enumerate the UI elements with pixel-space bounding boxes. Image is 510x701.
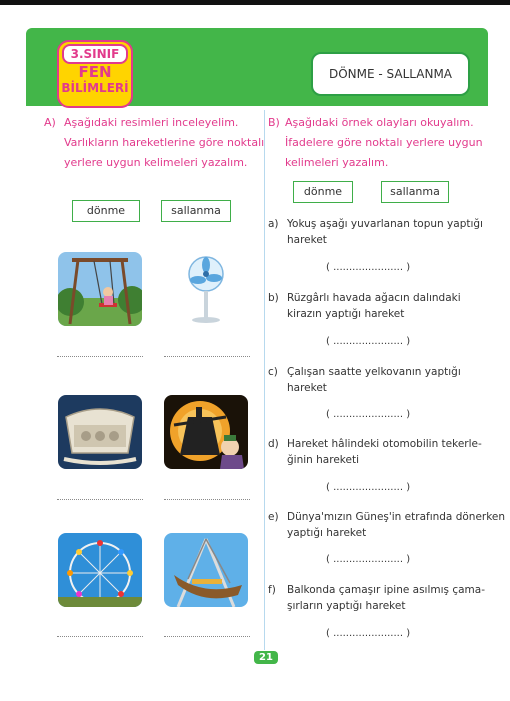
answer-line-4[interactable] (164, 499, 250, 501)
answer-line-6[interactable] (164, 636, 250, 638)
fan-icon (164, 252, 248, 326)
question-a-line-2: hareket (287, 234, 327, 246)
answer-blank-c[interactable]: ( ...................... ) (326, 409, 411, 420)
question-a-line-1: Yokuş aşağı yuvarlanan topun yaptığı (287, 218, 483, 230)
answer-blank-d[interactable]: ( ...................... ) (326, 482, 411, 493)
question-c-line-1: Çalışan saatte yelkovanın yaptığı (287, 366, 461, 378)
word-box-donme: dönme (72, 200, 140, 222)
word-box-donme-b: dönme (293, 181, 353, 203)
badge-grade: 3.SINIF (62, 44, 128, 64)
answer-blank-e[interactable]: ( ...................... ) (326, 554, 411, 565)
part-b-line-1: Aşağıdaki örnek olayları okuyalım. (285, 116, 474, 129)
question-f-line-2: şırların yaptığı hareket (287, 600, 406, 612)
question-f-line-1: Balkonda çamaşır ipine asılmış çama- (287, 584, 485, 596)
question-d-label: d) (268, 438, 279, 450)
grade-subject-badge (57, 40, 133, 108)
word-box-sallanma-b: sallanma (381, 181, 449, 203)
swing-icon (58, 252, 142, 326)
part-b-line-2: İfadelere göre noktalı yerlere uygun (285, 136, 483, 149)
question-b-line-2: kirazın yaptığı hareket (287, 308, 405, 320)
question-b-label: b) (268, 292, 279, 304)
part-b-line-3: kelimeleri yazalım. (285, 156, 389, 169)
part-a-line-1: Aşağıdaki resimleri inceleyelim. (64, 116, 239, 129)
question-e-line-1: Dünya'mızın Güneş'in etrafında dönerken (287, 511, 506, 523)
top-edge-bar (0, 0, 510, 5)
answer-blank-f[interactable]: ( ...................... ) (326, 628, 411, 639)
question-e-label: e) (268, 511, 279, 523)
topic-title: DÖNME - SALLANMA (311, 52, 470, 96)
answer-blank-a[interactable]: ( ...................... ) (326, 262, 411, 273)
column-divider (264, 110, 265, 650)
question-c-label: c) (268, 366, 278, 378)
badge-subject: FEN (78, 63, 112, 81)
word-box-sallanma: sallanma (161, 200, 231, 222)
answer-line-2[interactable] (164, 356, 250, 358)
question-b-line-1: Rüzgârlı havada ağacın dalındaki (287, 292, 461, 304)
answer-line-1[interactable] (57, 356, 143, 358)
answer-line-3[interactable] (57, 499, 143, 501)
ferris-wheel-icon (58, 533, 142, 607)
page-number: 21 (254, 651, 278, 664)
question-e-line-2: yaptığı hareket (287, 527, 367, 539)
part-b-label: B) (268, 116, 280, 129)
badge-subject-2: BİLİMLERİ (61, 81, 129, 95)
answer-line-5[interactable] (57, 636, 143, 638)
question-d-line-1: Hareket hâlindeki otomobilin tekerle- (287, 438, 482, 450)
part-a-line-3: yerlere uygun kelimeleri yazalım. (64, 156, 248, 169)
question-f-label: f) (268, 584, 276, 596)
cradle-icon (58, 395, 142, 469)
question-a-label: a) (268, 218, 279, 230)
answer-blank-b[interactable]: ( ...................... ) (326, 336, 411, 347)
pirate-ship-ride-icon (164, 533, 248, 607)
part-a-line-2: Varlıkların hareketlerine göre noktalı (64, 136, 265, 149)
question-c-line-2: hareket (287, 382, 327, 394)
part-a-label: A) (44, 116, 56, 129)
whirling-dervish-icon (164, 395, 248, 469)
question-d-line-2: ğinin hareketi (287, 454, 359, 466)
